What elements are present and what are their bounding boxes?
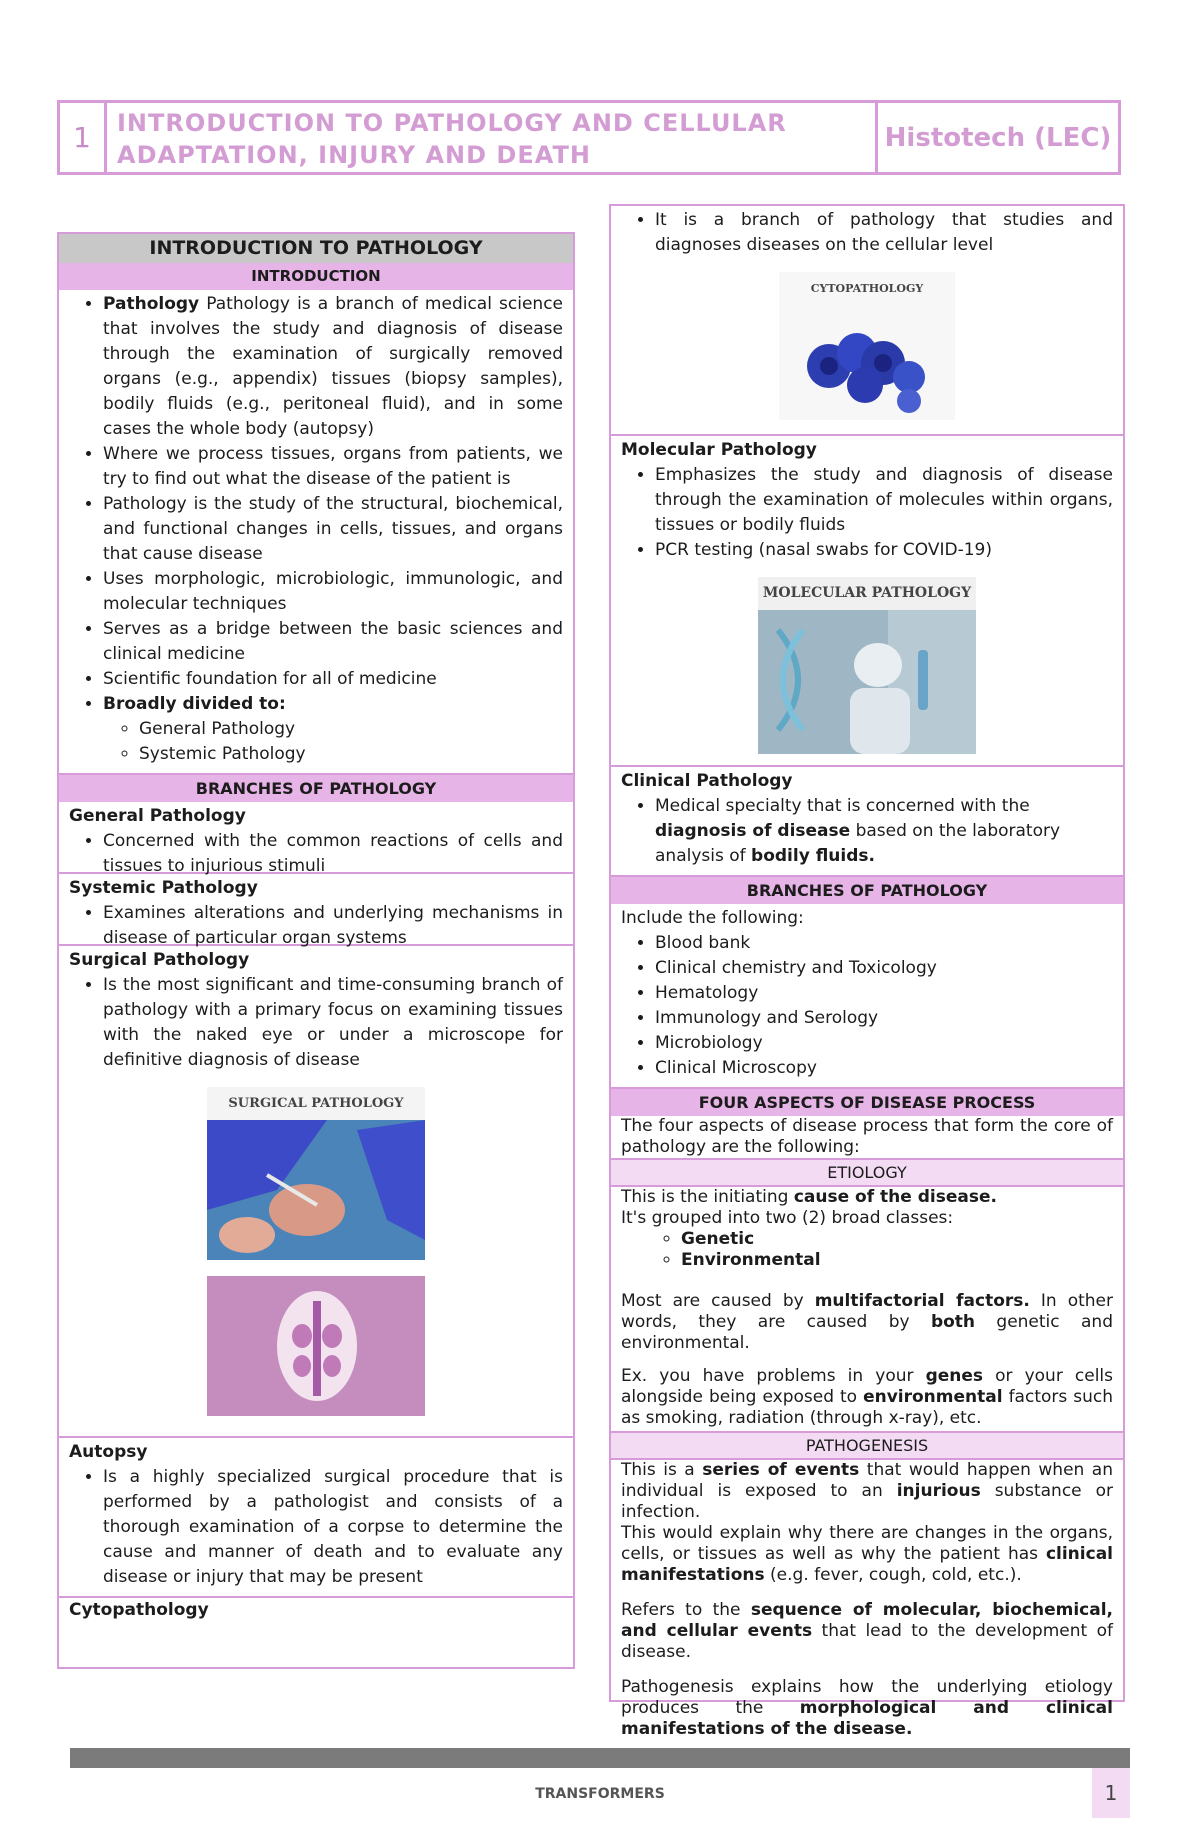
etiology-note: Most are caused by multifactorial factors. In other words, they are caused by both genetic and environmental.	[621, 1291, 1113, 1353]
section-title-intro-pathology: INTRODUCTION TO PATHOLOGY	[59, 234, 573, 263]
pathogenesis-section	[611, 1460, 1123, 1740]
surgical-pathology-image	[207, 1087, 425, 1422]
list-item: • Immunology and Serology	[655, 1006, 1113, 1031]
cytopathology-caption: CYTOPATHOLOGY	[810, 282, 924, 295]
divided-list	[69, 717, 563, 767]
list-item: • Examines alterations and underlying mechanisms in disease of particular organ systems	[103, 901, 563, 951]
list-item: • Uses morphologic, microbiologic, immunologic, and molecular techniques	[103, 567, 563, 617]
branches-intro: Include the following:	[621, 908, 804, 928]
histology-slide-illustration	[207, 1276, 425, 1416]
subsection-title-pathogenesis: PATHOGENESIS	[611, 1431, 1123, 1460]
branches-list-section	[611, 904, 1123, 1089]
etiology-example: Ex. you have problems in your genes or your cells alongside being exposed to environmental factors such as smoking, radiation (through x-ray), etc.	[621, 1366, 1114, 1428]
list-item: • Hematology	[655, 981, 1113, 1006]
subsection-title-introduction: INTRODUCTION	[59, 263, 573, 290]
autopsy-title: Autopsy	[69, 1442, 148, 1462]
systemic-pathology-title: Systemic Pathology	[69, 878, 258, 898]
gross-specimen-illustration	[207, 1120, 425, 1260]
general-pathology-title: General Pathology	[69, 806, 246, 826]
list-item: ◦ General Pathology	[139, 717, 563, 742]
etiology-definition: This is the initiating cause of the disease.	[621, 1187, 997, 1207]
list-item: • Emphasizes the study and diagnosis of disease through the examination of molecules within organs, tissues or bodily fluids	[655, 463, 1113, 538]
list-item: • Serves as a bridge between the basic sciences and clinical medicine	[103, 617, 563, 667]
list-item: • Clinical chemistry and Toxicology	[655, 956, 1113, 981]
list-item: • Pathology Pathology is a branch of medical science that involves the study and diagnosis of disease through the examination of surgically removed organs (e.g., appendix) tissues (biopsy samples), bodily fluids (e.g., peritoneal fluid), and in some cases the whole body (autopsy)	[103, 292, 563, 442]
subsection-title-etiology: ETIOLOGY	[611, 1158, 1123, 1187]
list-item: • PCR testing (nasal swabs for COVID-19)	[655, 538, 1113, 563]
list-item: • Clinical Microscopy	[655, 1056, 1113, 1081]
list-item: • Where we process tissues, organs from patients, we try to find out what the disease of the patient is	[103, 442, 563, 492]
lesson-title: INTRODUCTION TO PATHOLOGY AND CELLULAR ADAPTATION, INJURY AND DEATH	[107, 103, 878, 172]
molecular-pathology-image	[758, 577, 976, 751]
clinical-pathology-title: Clinical Pathology	[621, 771, 793, 791]
surgical-pathology-title: Surgical Pathology	[69, 950, 250, 970]
general-pathology-section	[59, 802, 573, 874]
section-title-branches: BRANCHES OF PATHOLOGY	[59, 775, 573, 802]
list-item: • Scientific foundation for all of medicine	[103, 667, 563, 692]
surgical-pathology-caption: SURGICAL PATHOLOGY	[207, 1087, 425, 1120]
surgical-pathology-section	[59, 946, 573, 1438]
cells-illustration	[779, 301, 955, 421]
right-column	[609, 204, 1125, 1739]
pathogenesis-definition: This is a series of events that would happen when an individual is exposed to an injurious substance or infection.	[621, 1460, 1113, 1522]
document-header	[57, 100, 1121, 175]
lab-scientist-illustration	[758, 610, 976, 754]
list-item: • Pathology is the study of the structural, biochemical, and functional changes in cells, tissues, and organs that cause disease	[103, 492, 563, 567]
molecular-pathology-section	[611, 436, 1123, 767]
cytopathology-title: Cytopathology	[69, 1600, 209, 1620]
list-item: • It is a branch of pathology that studies and diagnoses diseases on the cellular level	[655, 208, 1113, 258]
etiology-classes-intro: It's grouped into two (2) broad classes:	[621, 1208, 954, 1228]
section-title-branches-right: BRANCHES OF PATHOLOGY	[611, 877, 1123, 904]
section-title-four-aspects: FOUR ASPECTS OF DISEASE PROCESS	[611, 1089, 1123, 1116]
footer-group-name: TRANSFORMERS	[535, 1786, 665, 1802]
list-item: • Is a highly specialized surgical procedure that is performed by a pathologist and consists of a thorough examination of a corpse to determine the cause and manner of death and to evaluate any disease or injury that may be present	[103, 1465, 563, 1590]
list-item: ◦ Environmental	[681, 1250, 1113, 1271]
four-aspects-intro: The four aspects of disease process that form the core of pathology are the following:	[621, 1116, 1113, 1157]
list-item: ◦ Genetic	[681, 1229, 1113, 1250]
clinical-pathology-section	[611, 767, 1123, 877]
page-number: 1	[1092, 1768, 1130, 1818]
autopsy-section	[59, 1438, 573, 1598]
pathogenesis-summary: Pathogenesis explains how the underlying etiology produces the morphological and clinical manifestations of the disease.	[621, 1677, 1113, 1739]
molecular-pathology-caption: MOLECULAR PATHOLOGY	[758, 577, 976, 610]
list-item: • Blood bank	[655, 931, 1113, 956]
list-item: • Concerned with the common reactions of cells and tissues to injurious stimuli	[103, 829, 563, 879]
pathogenesis-explanation: This would explain why there are changes in the organs, cells, or tissues as well as why the patient has clinical manifestations (e.g. fever, cough, cold, etc.).	[621, 1523, 1113, 1585]
molecular-pathology-title: Molecular Pathology	[621, 440, 817, 460]
left-column	[57, 232, 575, 1669]
list-item: • Broadly divided to:	[103, 692, 563, 717]
footer-bar	[70, 1748, 1130, 1768]
intro-list	[69, 292, 563, 717]
cytopathology-heading-section	[59, 1598, 573, 1623]
systemic-pathology-section	[59, 874, 573, 946]
cytopathology-image	[779, 272, 955, 420]
lesson-number: 1	[60, 103, 107, 172]
etiology-section	[611, 1187, 1123, 1431]
course-name: Histotech (LEC)	[884, 122, 1112, 153]
list-item: • Microbiology	[655, 1031, 1113, 1056]
list-item: • Medical specialty that is concerned with the diagnosis of disease based on the laboratory analysis of bodily fluids.	[655, 794, 1113, 869]
list-item: • Is the most significant and time-consuming branch of pathology with a primary focus on examining tissues with the naked eye or under a microscope for definitive diagnosis of disease	[103, 973, 563, 1073]
introduction-section	[59, 290, 573, 775]
pathogenesis-sequence: Refers to the sequence of molecular, biochemical, and cellular events that lead to the development of disease.	[621, 1600, 1113, 1662]
list-item: ◦ Systemic Pathology	[139, 742, 563, 767]
cytopathology-section	[611, 206, 1123, 436]
